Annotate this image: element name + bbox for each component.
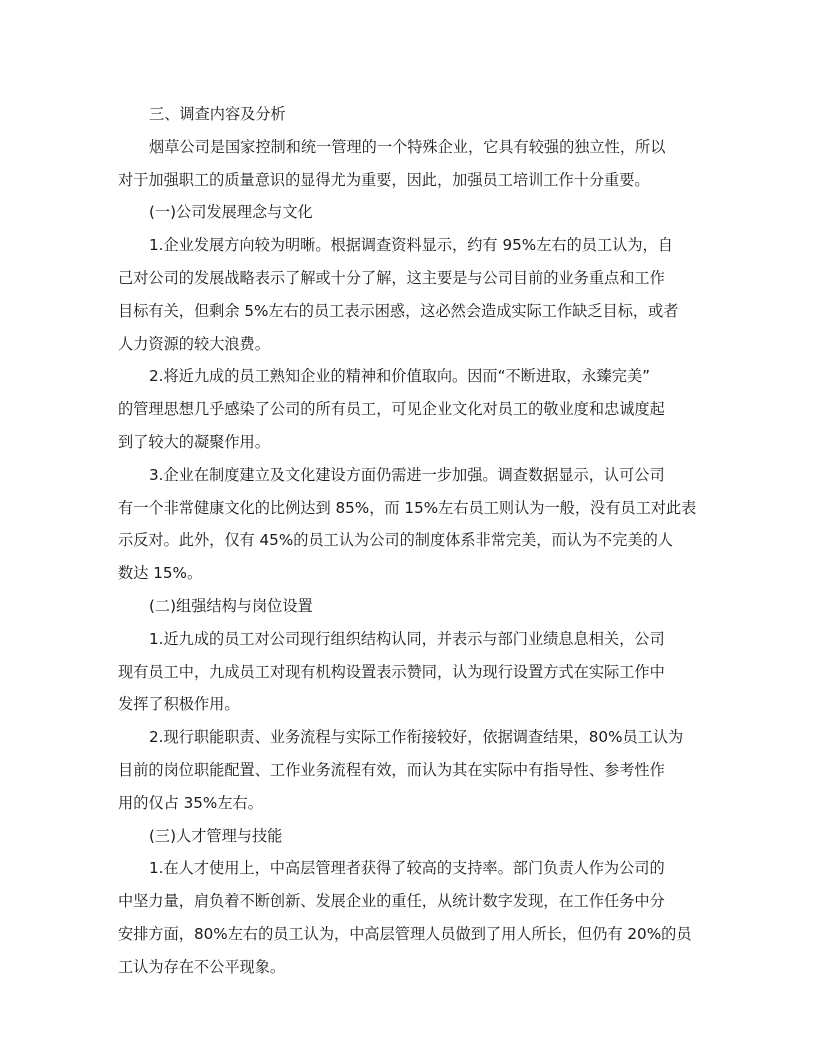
- subsection-heading: (三)人才管理与技能: [149, 826, 283, 845]
- paragraph-line: 工认为存在不公平现象。: [118, 957, 286, 976]
- paragraph-line: 3.企业在制度建立及文化建设方面仍需进一步加强。调查数据显示，认可公司: [149, 465, 665, 484]
- paragraph-line: 现有员工中，九成员工对现有机构设置表示赞同，认为现行设置方式在实际工作中: [118, 662, 665, 681]
- paragraph-line: 用的仅占 35%左右。: [118, 793, 263, 812]
- paragraph-line: 中坚力量，肩负着不断创新、发展企业的重任，从统计数字发现，在工作任务中分: [118, 892, 665, 911]
- paragraph-line: 烟草公司是国家控制和统一管理的一个特殊企业，它具有较强的独立性，所以: [149, 137, 666, 156]
- paragraph-line: 2.现行职能职责、业务流程与实际工作衔接较好，依据调查结果，80%员工认为: [149, 728, 684, 747]
- paragraph-line: 目前的岗位职能配置、工作业务流程有效，而认为其在实际中有指导性、参考性作: [118, 760, 665, 779]
- document-page: [118, 98, 698, 984]
- subsection-heading: (二)组强结构与岗位设置: [149, 596, 313, 615]
- subsection-heading: (一)公司发展理念与文化: [149, 203, 313, 222]
- paragraph-line: 1.在人才使用上，中高层管理者获得了较高的支持率。部门负责人作为公司的: [149, 859, 665, 878]
- paragraph-line: 安排方面，80%左右的员工认为，中高层管理人员做到了用人所长，但仍有 20%的员: [118, 924, 692, 943]
- paragraph-line: 目标有关，但剩余 5%左右的员工表示困惑，这必然会造成实际工作缺乏目标，或者: [118, 301, 679, 320]
- paragraph-line: 的管理思想几乎感染了公司的所有员工，可见企业文化对员工的敬业度和忠诚度起: [118, 400, 665, 419]
- paragraph-line: 2.将近九成的员工熟知企业的精神和价值取向。因而“不断进取，永臻完美”: [149, 367, 651, 386]
- paragraph-line: 发挥了积极作用。: [118, 695, 240, 714]
- paragraph-line: 有一个非常健康文化的比例达到 85%，而 15%左右员工则认为一般，没有员工对此表: [118, 498, 697, 517]
- paragraph-line: 到了较大的凝聚作用。: [118, 432, 270, 451]
- paragraph-line: 己对公司的发展战略表示了解或十分了解，这主要是与公司目前的业务重点和工作: [118, 268, 665, 287]
- paragraph-line: 数达 15%。: [118, 564, 203, 583]
- paragraph-line: 对于加强职工的质量意识的显得尤为重要，因此，加强员工培训工作十分重要。: [118, 170, 650, 189]
- paragraph-line: 1.企业发展方向较为明晰。根据调查资料显示，约有 95%左右的员工认为，自: [149, 236, 673, 255]
- paragraph-line: 示反对。此外，仅有 45%的员工认为公司的制度体系非常完美，而认为不完美的人: [118, 531, 673, 550]
- paragraph-line: 1.近九成的员工对公司现行组织结构认同，并表示与部门业绩息息相关，公司: [149, 629, 665, 648]
- paragraph-line: 人力资源的较大浪费。: [118, 334, 270, 353]
- section-heading: 三、调查内容及分析: [149, 105, 286, 123]
